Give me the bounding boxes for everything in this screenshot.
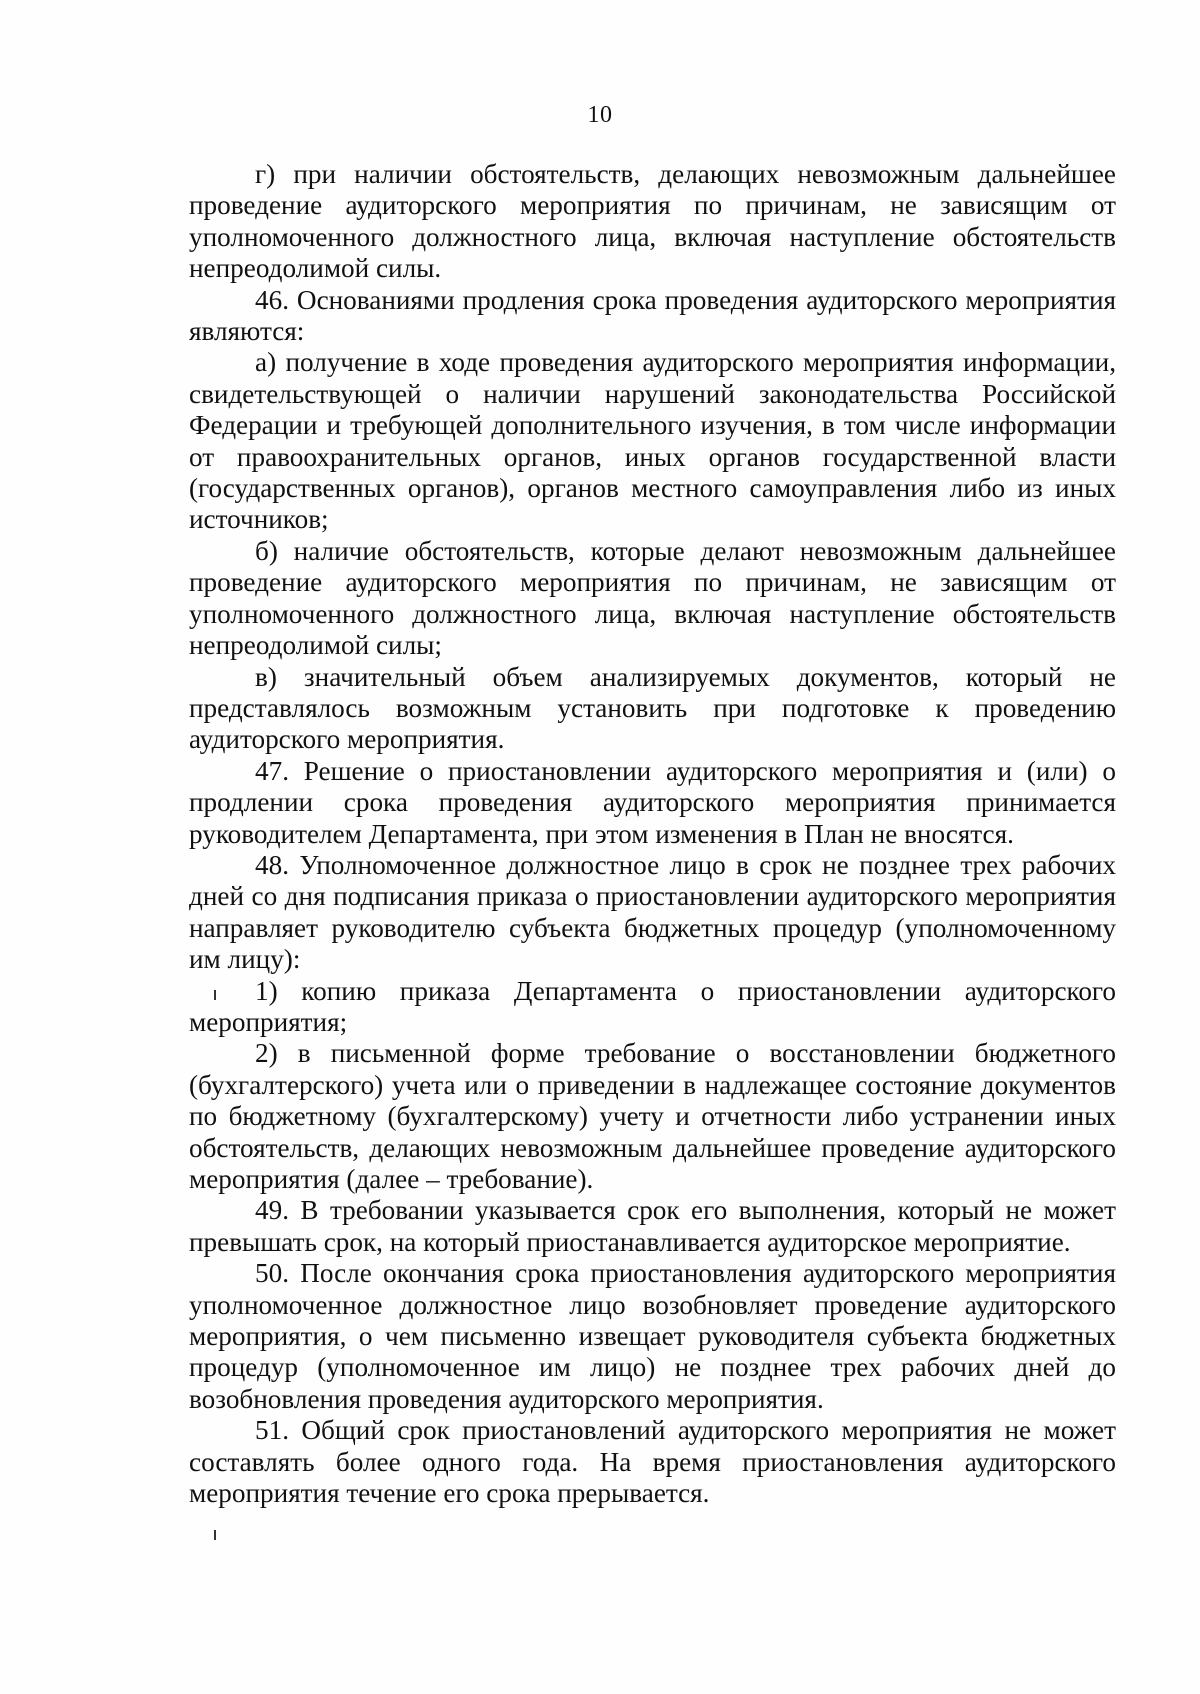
paragraph-46: 46. Основаниями продления срока проведения аудиторского мероприятия являются: — [189, 284, 1116, 347]
paragraph-47: 47. Решение о приостановлении аудиторского мероприятия и (или) о продлении срока проведения аудиторского мероприятия принимается руководителем Департамента, при этом изменения в План не вносятся. — [189, 755, 1116, 849]
paragraph-50: 50. После окончания срока приостановления аудиторского мероприятия уполномоченное должностное лицо возобновляет проведение аудиторского мероприятия, о чем письменно извещает руководителя субъекта бюджетных процедур (уполномоченное им лицо) не позднее трех рабочих дней до возобновления проведения аудиторского мероприятия. — [189, 1258, 1116, 1414]
paragraph-48-2: 2) в письменной форме требование о восстановлении бюджетного (бухгалтерского) учета или о приведении в надлежащее состояние документов по бюджетному (бухгалтерскому) учету и отчетности либо устранении иных обстоятельств, делающих невозможным дальнейшее проведение аудиторского мероприятия (далее – требование). — [189, 1038, 1116, 1194]
paragraph-clause-g: г) при наличии обстоятельств, делающих невозможным дальнейшее проведение аудиторского мероприятия по причинам, не зависящим от уполномоченного должностного лица, включая наступление обстоятельств непреодолимой силы. — [189, 159, 1116, 284]
paragraph-51: 51. Общий срок приостановлений аудиторского мероприятия не может составлять более одного года. На время приостановления аудиторского мероприятия течение его срока прерывается. — [189, 1415, 1116, 1509]
scan-speck — [214, 990, 216, 1000]
document-body — [189, 159, 1116, 1509]
page-number: 10 — [587, 102, 613, 128]
paragraph-46-b: б) наличие обстоятельств, которые делают невозможным дальнейшее проведение аудиторского мероприятия по причинам, не зависящим от уполномоченного должностного лица, включая наступление обстоятельств непреодолимой силы; — [189, 535, 1116, 661]
paragraph-48: 48. Уполномоченное должностное лицо в срок не позднее трех рабочих дней со дня подписания приказа о приостановлении аудиторского мероприятия направляет руководителю субъекта бюджетных процедур (уполномоченному им лицу): — [189, 849, 1116, 975]
paragraph-46-v: в) значительный объем анализируемых документов, который не представлялось возможным установить при подготовке к проведению аудиторского мероприятия. — [189, 661, 1116, 755]
paragraph-48-1: 1) копию приказа Департамента о приостановлении аудиторского мероприятия; — [189, 975, 1116, 1037]
scan-speck — [214, 1530, 216, 1540]
paragraph-46-a: а) получение в ходе проведения аудиторского мероприятия информации, свидетельствующей о наличии нарушений законодательства Российской Федерации и требующей дополнительного изучения, в том числе информации от правоохранительных органов, иных органов государственной власти (государственных органов), органов местного самоуправления либо из иных источников; — [189, 347, 1116, 535]
paragraph-49: 49. В требовании указывается срок его выполнения, который не может превышать срок, на который приостанавливается аудиторское мероприятие. — [189, 1195, 1116, 1257]
